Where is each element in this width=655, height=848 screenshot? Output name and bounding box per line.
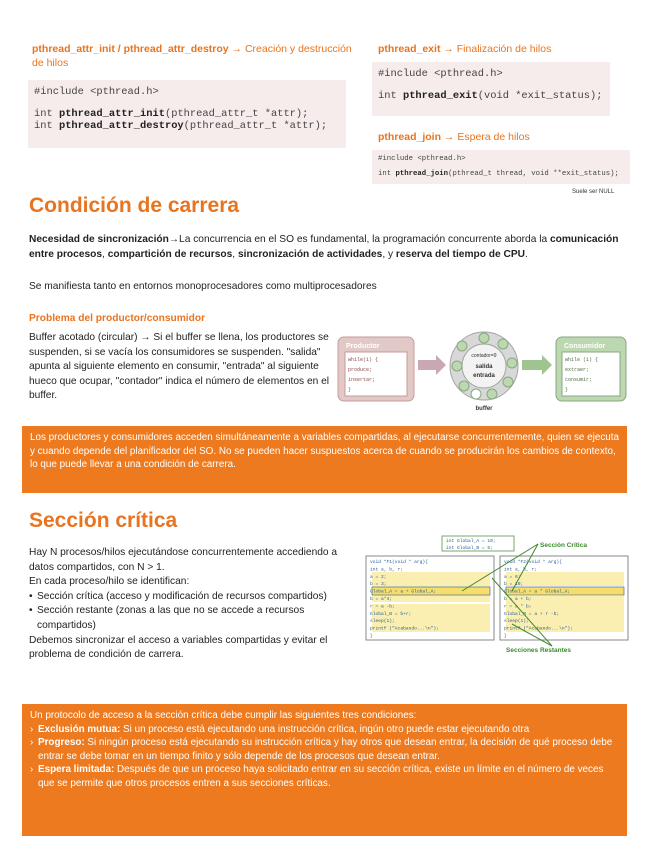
exit-signature: int pthread_exit(void *exit_status);	[378, 90, 603, 102]
attr-destroy-signature: int pthread_attr_destroy(pthread_attr_t *attr);	[34, 120, 328, 132]
producer-code-line: produce;	[348, 367, 373, 373]
exit-code-box	[372, 62, 610, 116]
attr-init-signature: int pthread_attr_init(pthread_attr_t *attr);	[34, 108, 309, 120]
callout-intro: Un protocolo de acceso a la sección crítica debe cumplir las siguientes tres condiciones:	[30, 710, 417, 721]
t1-code-line: r = a -b;	[370, 604, 395, 610]
condition-progress: › Progreso: Si ningún proceso está ejecutando su instrucción crítica y hay otros que desean entrar, la decisión de qué proceso debe entrar se debe tomar en un tiempo finito y sólo depende de los procesos que desean entrar.	[30, 737, 613, 762]
t2-code-line: sleep(1);	[504, 619, 529, 625]
critical-label: Sección Crítica	[540, 542, 587, 549]
critical-p2: En cada proceso/hilo se identifican:	[29, 576, 190, 588]
race-paragraph-1: Necesidad de sincronización→La concurrencia en el SO es fundamental, la programación concurrente aborda la comunicación entre procesos, compartición de recursos, sincronización de actividades, y reserva del tiempo de CPU.	[29, 234, 619, 260]
race-callout: Los productores y consumidores acceden simultáneamente a variables compartidas, al ejecutarse concurrentemente, quien se ejecuta y cuando depende del planificador del SO. No se pueden hacer suspuestos acerca de cuando se producirán los cambios de contexto, lo que puede llevar a una condición de carrera.	[22, 426, 627, 493]
t2-code-line: int a, b, r;	[504, 567, 538, 573]
t1-code-line: void *F1(void * arg){	[370, 560, 428, 565]
critical-heading: Sección crítica	[29, 509, 178, 532]
global-line: int Global_B = 5;	[446, 546, 493, 551]
t2-code-line: Global_A = a * Global_A;	[504, 589, 571, 595]
consumer-code-line: extraer;	[565, 367, 590, 373]
critical-p1: Hay N procesos/hilos ejecutándose concurrentemente accediendo a datos compartidos, con N > 1.	[29, 547, 338, 573]
t2-code-line: printf ("Acabando...\n");	[504, 626, 573, 632]
t1-code-line: a = 2;	[370, 574, 387, 580]
t2-code-line: }	[504, 634, 507, 639]
critical-bullet: • Sección crítica (acceso y modificación de recursos compartidos)	[29, 590, 327, 602]
consumer-code-line: consumir;	[565, 377, 593, 383]
arrow-icon	[522, 355, 552, 375]
exit-title: pthread_exit → Finalización de hilos	[378, 43, 552, 55]
buffer-entrada: entrada	[473, 373, 495, 379]
join-note: Suele ser NULL	[572, 189, 615, 195]
attr-code-box	[28, 80, 346, 148]
include-line: #include <pthread.h>	[34, 86, 159, 98]
t1-code-line: b = a*4;	[370, 597, 393, 602]
t2-code-line: void *F2(void * arg){	[504, 560, 562, 565]
join-title: pthread_join → Espera de hilos	[378, 131, 530, 143]
include-line: #include <pthread.h>	[378, 68, 503, 80]
producer-code-line: insertar;	[348, 377, 376, 383]
critical-p3: Debemos sincronizar el acceso a variables compartidas y evitar el problema de condición de carrera.	[29, 634, 328, 661]
consumer-title: Consumidor	[564, 343, 606, 350]
critical-callout	[22, 704, 627, 836]
join-signature: int pthread_join(pthread_t thread, void **exit_status);	[378, 170, 619, 178]
race-paragraph-2: Se manifiesta tanto en entornos monoprocesadores como multiprocesadores	[29, 281, 377, 292]
t2-code-line: b = 10;	[504, 582, 524, 588]
t2-code-line: b = a + b;	[504, 597, 532, 602]
producer-title: Productor	[346, 343, 380, 350]
t1-code-line: Global_A = a + Global_A;	[370, 589, 437, 595]
critical-bullet: • Sección restante (zonas a las que no se accede a recursos compartidos)	[29, 605, 305, 631]
t1-code-line: printf ("Acabando...\n");	[370, 626, 439, 632]
attr-init-title: pthread_attr_init / pthread_attr_destroy → Creación y destrucción de hilos	[32, 43, 352, 69]
thread2-critical	[506, 572, 624, 586]
t1-code-line: int a, b, r;	[370, 567, 404, 573]
race-heading: Condición de carrera	[29, 194, 240, 217]
buffer-salida: salida	[475, 364, 493, 370]
critical-text	[29, 546, 339, 663]
producer-consumer-diagram	[336, 330, 628, 412]
include-line: #include <pthread.h>	[378, 155, 466, 163]
t1-code-line: Global_B = b+r;	[370, 611, 412, 617]
t2-code-line: r = a * b;	[504, 604, 532, 610]
join-code-box	[372, 150, 630, 184]
t1-code-line: sleep(1);	[370, 619, 395, 625]
critical-section-diagram	[362, 534, 630, 654]
producer-consumer-subheading: Problema del productor/consumidor	[29, 313, 206, 324]
condition-mutual-exclusion: › Exclusión mutua: Si un proceso está ejecutando una instrucción crítica, ingún otro puede estar ejecutando otra	[30, 723, 530, 735]
t2-code-line: Global_B = a + r -b;	[504, 611, 560, 617]
buffer-counter: contador=9	[471, 353, 497, 359]
consumer-code-line: while (1) {	[565, 357, 599, 363]
condition-bounded-wait: › Espera limitada: Después de que un proceso haya solicitado entrar en su sección crítica, existe un límite en el número de veces que se permite que otros procesos entren a sus secciones críticas.	[30, 764, 604, 789]
buffer-label: buffer	[475, 406, 493, 412]
t1-code-line: }	[370, 634, 373, 639]
t2-code-line: a = 6;	[504, 574, 521, 580]
consumer-code-line: }	[565, 387, 569, 393]
arrow-icon	[418, 355, 446, 375]
t1-code-line: b = 3;	[370, 582, 387, 588]
producer-code-line: }	[348, 387, 352, 393]
producer-consumer-text: Buffer acotado (circular) → Si el buffer se llena, los productores se suspenden, si se vacía los consumidores se suspenden. "salida" apunta al siguiente elemento en consumir, "entrada" al siguiente hueco que ocupar, "contador" indica el número de elementos en el buffer.	[29, 332, 330, 402]
producer-code-line: while(1) {	[348, 357, 379, 363]
rest-label: Secciones Restantes	[506, 647, 572, 654]
global-line: int Global_A = 10;	[446, 539, 496, 544]
